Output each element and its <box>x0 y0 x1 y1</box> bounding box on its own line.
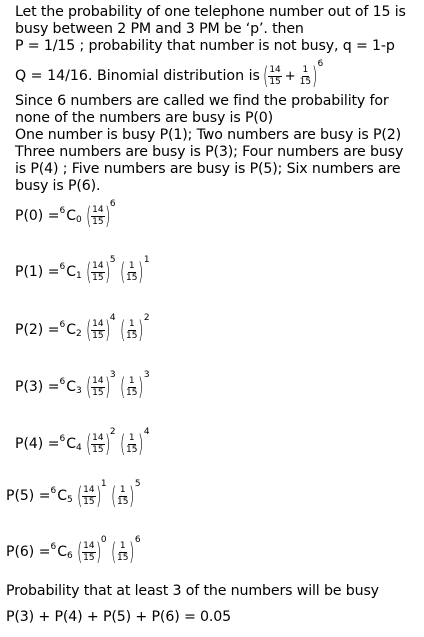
formula-p6: P(6) = 6 C 6 ( $\frac{14}{15}$ ) 0 ( $\frac{1}{15}$ ) 6 <box>6 535 141 566</box>
q-value-text: Q = 14/16. Binomial distribution is <box>15 68 260 84</box>
formula-p5: P(5) = 6 C 5 ( $\frac{14}{15}$ ) 1 ( $\frac{1}{15}$ ) 5 <box>6 479 141 510</box>
explain-line-4: Three numbers are busy is P(3); Four numbers are busy <box>15 144 404 160</box>
explain-line-5: is P(4) ; Five numbers are busy is P(5); Six numbers are <box>15 161 401 177</box>
fraction-14-15: $\frac{14}{15}$ <box>269 64 281 87</box>
formula-p1: P(1) = 6 C 1 ( $\frac{14}{15}$ ) 5 ( $\frac{1}{15}$ ) 1 <box>15 255 150 286</box>
formula-p0: P(0) = 6 C 0 ( $\frac{14}{15}$ ) 6 <box>15 199 116 230</box>
explain-line-6: busy is P(6). <box>15 178 101 194</box>
intro-line-3: P = 1/15 ; probability that number is not busy, q = 1-p <box>15 38 395 54</box>
fraction-1-15: $\frac{1}{15}$ <box>299 64 312 87</box>
intro-line-1: Let the probability of one telephone number out of 15 is <box>15 4 406 20</box>
explain-line-1: Since 6 numbers are called we find the probability for <box>15 93 389 109</box>
explain-line-3: One number is busy P(1); Two numbers are busy is P(2) <box>15 127 402 143</box>
explain-line-2: none of the numbers are busy is P(0) <box>15 110 273 126</box>
formula-p3: P(3) = 6 C 3 ( $\frac{14}{15}$ ) 3 ( $\frac{1}{15}$ ) 3 <box>15 370 150 401</box>
formula-p2: P(2) = 6 C 2 ( $\frac{14}{15}$ ) 4 ( $\frac{1}{15}$ ) 2 <box>15 313 150 344</box>
result-equation: P(3) + P(4) + P(5) + P(6) = 0.05 <box>6 609 232 625</box>
formula-p4: P(4) = 6 C 4 ( $\frac{14}{15}$ ) 2 ( $\frac{1}{15}$ ) 4 <box>15 427 150 458</box>
intro-line-2: busy between 2 PM and 3 PM be ‘p’. then <box>15 21 304 37</box>
binomial-distribution-line: Q = 14/16. Binomial distribution is ( $\frac{14}{15}$ + $\frac{1}{15}$ ) 6 <box>15 59 324 90</box>
power-exponent: 6 <box>317 59 324 69</box>
conclusion-text: Probability that at least 3 of the numbers will be busy <box>6 583 379 599</box>
